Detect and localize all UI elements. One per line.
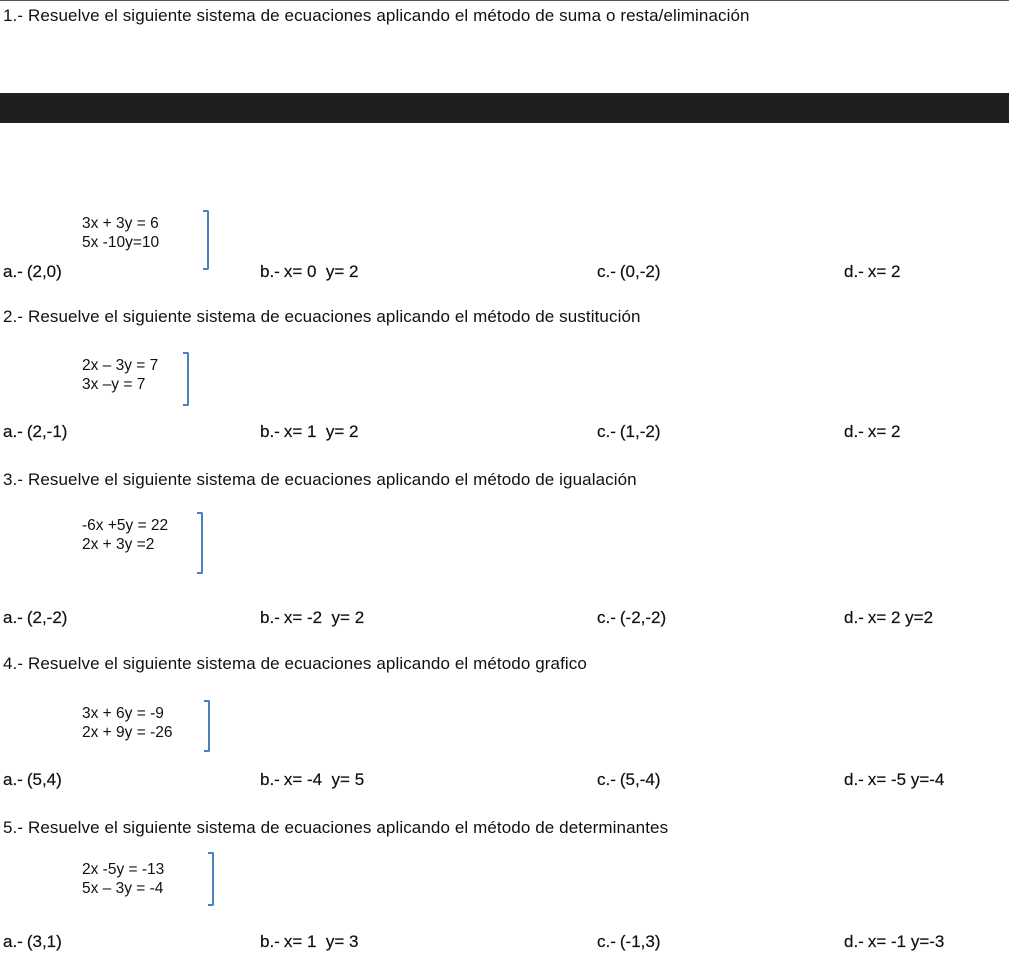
question-2-option-a[interactable]: a.- (2,-1) [3, 422, 68, 441]
question-3-option-c[interactable]: c.- (-2,-2) [597, 608, 667, 627]
system-brace [183, 352, 189, 406]
question-1-option-c[interactable]: c.- (0,-2) [597, 262, 661, 281]
equation: 5x -10y=10 [82, 234, 160, 251]
question-1-option-a[interactable]: a.- (2,0) [3, 262, 62, 281]
equation: 3x + 3y = 6 [82, 215, 159, 232]
question-3-option-a[interactable]: a.- (2,-2) [3, 608, 68, 627]
question-5-title: 5.- Resuelve el siguiente sistema de ecuaciones aplicando el método de determinantes [3, 818, 669, 837]
question-2-title: 2.- Resuelve el siguiente sistema de ecuaciones aplicando el método de sustitución [3, 307, 641, 326]
equation: 3x + 6y = -9 [82, 705, 164, 722]
question-4-system [82, 704, 172, 742]
question-5-option-d[interactable]: d.- x= -1 y=-3 [844, 932, 945, 951]
top-rule [0, 0, 1009, 1]
equation: 5x – 3y = -4 [82, 880, 164, 897]
question-2-system [82, 356, 158, 394]
system-brace [204, 700, 210, 752]
question-3-option-d[interactable]: d.- x= 2 y=2 [844, 608, 934, 627]
question-4-option-b[interactable]: b.- x= -4 y= 5 [260, 770, 365, 789]
question-1-system [82, 214, 159, 252]
question-1-option-b[interactable]: b.- x= 0 y= 2 [260, 262, 359, 281]
question-2-option-d[interactable]: d.- x= 2 [844, 422, 901, 441]
question-2-option-b[interactable]: b.- x= 1 y= 2 [260, 422, 359, 441]
question-4-option-c[interactable]: c.- (5,-4) [597, 770, 661, 789]
question-2-option-c[interactable]: c.- (1,-2) [597, 422, 661, 441]
question-5-system [82, 860, 164, 898]
system-brace [203, 210, 209, 270]
equation: 2x + 9y = -26 [82, 724, 173, 741]
question-1-title: 1.- Resuelve el siguiente sistema de ecuaciones aplicando el método de suma o resta/eliminación [3, 6, 750, 25]
equation: 2x -5y = -13 [82, 861, 165, 878]
equation: 3x –y = 7 [82, 376, 146, 393]
question-5-option-c[interactable]: c.- (-1,3) [597, 932, 661, 951]
question-3-option-b[interactable]: b.- x= -2 y= 2 [260, 608, 365, 627]
question-4-title: 4.- Resuelve el siguiente sistema de ecuaciones aplicando el método grafico [3, 654, 587, 673]
question-4-option-a[interactable]: a.- (5,4) [3, 770, 62, 789]
question-4-option-d[interactable]: d.- x= -5 y=-4 [844, 770, 945, 789]
redacted-band [0, 93, 1009, 123]
equation: -6x +5y = 22 [82, 517, 169, 534]
question-3-title: 3.- Resuelve el siguiente sistema de ecuaciones aplicando el método de igualación [3, 470, 637, 489]
question-5-option-a[interactable]: a.- (3,1) [3, 932, 62, 951]
equation: 2x – 3y = 7 [82, 357, 159, 374]
system-brace [208, 852, 214, 906]
system-brace [197, 512, 203, 574]
question-1-option-d[interactable]: d.- x= 2 [844, 262, 901, 281]
question-5-option-b[interactable]: b.- x= 1 y= 3 [260, 932, 359, 951]
equation: 2x + 3y =2 [82, 536, 155, 553]
question-3-system [82, 516, 168, 554]
